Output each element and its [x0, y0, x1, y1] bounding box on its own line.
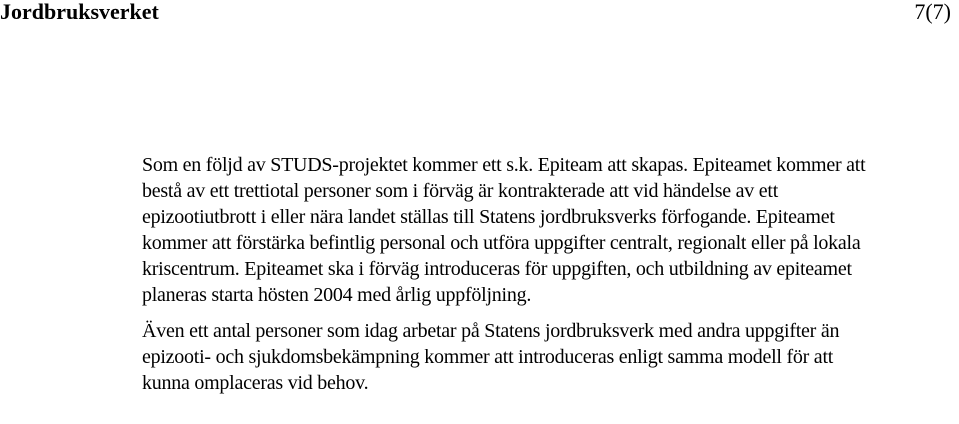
- document-body: [142, 152, 882, 396]
- paragraph-epiteam: Som en följd av STUDS-projektet kommer ett s.k. Epiteam att skapas. Epiteamet kommer att bestå av ett trettiotal personer som i förväg är kontrakterade att vid händelse av ett epizootiutbrott i eller nära landet ställas till Statens jordbruksverks förfogande. Epiteamet kommer att förstärka befintlig personal och utföra uppgifter centralt, regionalt eller på lokala kriscentrum. Epiteamet ska i förväg introduceras för uppgiften, och utbildning av epiteamet planeras starta hösten 2004 med årlig uppföljning.: [142, 154, 866, 306]
- organization-name: Jordbruksverket: [0, 0, 159, 24]
- page-number: 7(7): [914, 0, 951, 24]
- paragraph-additional-staff: Även ett antal personer som idag arbetar på Statens jordbruksverk med andra uppgifter än epizooti- och sjukdomsbekämpning kommer att introduceras enligt samma modell för att kunna omplaceras vid behov.: [142, 320, 840, 394]
- page-header: [0, 0, 959, 30]
